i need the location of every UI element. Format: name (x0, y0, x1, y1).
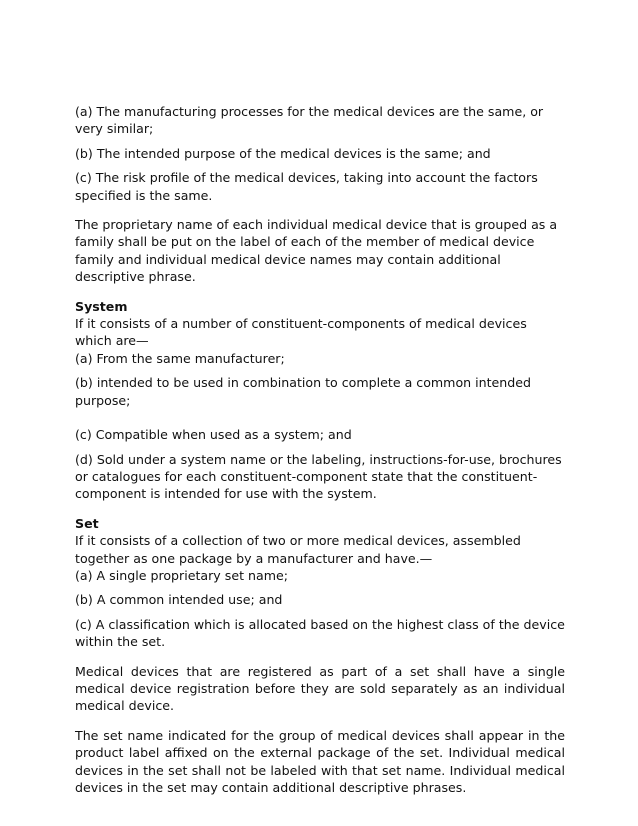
system-heading: System (75, 298, 128, 314)
system-section (75, 298, 565, 503)
set-lead: If it consists of a collection of two or more medical devices, assembled together as one package by a manufacturer and have.— (75, 533, 521, 566)
intro-item-b: (b) The intended purpose of the medical devices is the same; and (75, 145, 491, 161)
set-item-c: (c) A classification which is allocated based on the highest class of the device within the set. (75, 616, 565, 650)
proprietary-name-paragraph: The proprietary name of each individual medical device that is grouped as a family shall be put on the label of each of the member of medical device family and individual medical device names may contain additional descriptive phrase. (75, 217, 558, 285)
system-item-b: (b) intended to be used in combination to complete a common intended purpose; (75, 375, 532, 408)
intro-item-c: (c) The risk profile of the medical devices, taking into account the factors specified is the same. (75, 170, 538, 203)
set-registration-paragraph: Medical devices that are registered as part of a set shall have a single medical device registration before they are sold separately as an individual medical device. (75, 663, 565, 714)
intro-item-a: (a) The manufacturing processes for the medical devices are the same, or very similar; (75, 104, 544, 137)
set-item-a: (a) A single proprietary set name; (75, 567, 288, 583)
set-label-paragraph: The set name indicated for the group of medical devices shall appear in the product label affixed on the external package of the set. Individual medical devices in the set shall not be labeled with that set name. Individual medical devices in the set may contain additional descriptive phrases. (75, 727, 565, 795)
system-item-d: (d) Sold under a system name or the labeling, instructions-for-use, brochures or catalogues for each constituent-component state that the constituent-component is intended for use with the system. (75, 451, 562, 502)
system-item-a: (a) From the same manufacturer; (75, 350, 285, 366)
system-lead: If it consists of a number of constituent-components of medical devices which are— (75, 316, 527, 349)
set-heading: Set (75, 515, 99, 531)
set-section (75, 515, 565, 797)
system-item-c: (c) Compatible when used as a system; and (75, 427, 352, 443)
set-item-b: (b) A common intended use; and (75, 592, 283, 608)
document-page (75, 103, 565, 803)
